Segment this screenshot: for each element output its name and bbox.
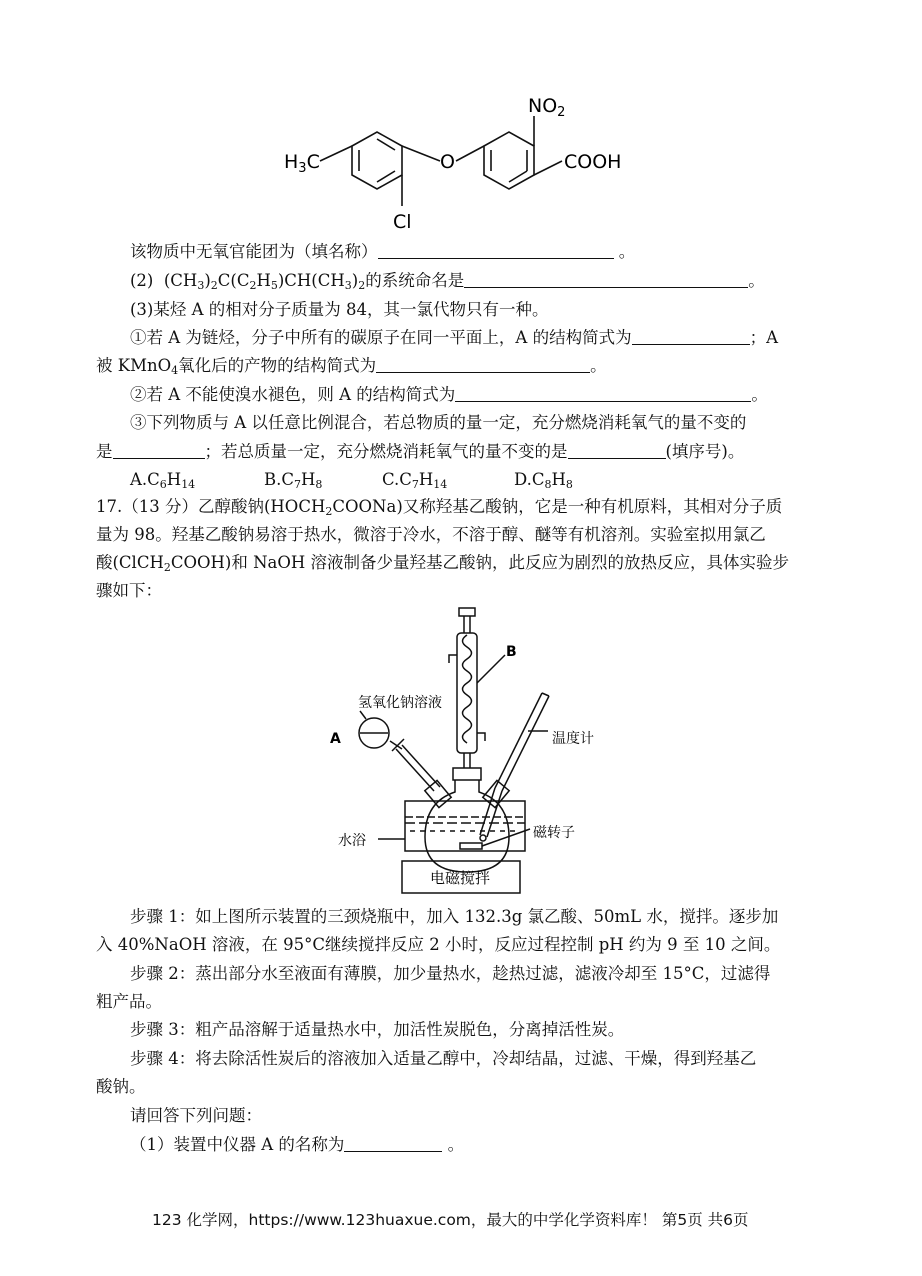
sub-question-1: （1）装置中仪器 A 的名称为 。	[130, 1135, 465, 1154]
option-b: $B.C_7H_8$	[264, 470, 323, 491]
option-c: $C.C_7H_{14}$	[382, 470, 448, 491]
q17-intro-3: 酸(ClCH$_2$COOH)和 NaOH 溶液制备少量羟基乙酸钠，此反应为剧烈的放热反应，具体实验步	[96, 553, 790, 574]
q16-part3-1: ①若 A 为链烃，分子中所有的碳原子在同一平面上，A 的结构简式为 ；A	[130, 328, 778, 347]
answer-blank	[378, 242, 614, 259]
step-2-line-2: 粗产品。	[96, 992, 162, 1011]
option-a: $A.C_6H_{14}$	[130, 470, 196, 491]
answer-blank	[113, 442, 205, 459]
cooh-label: COOH	[564, 151, 622, 173]
label-a: A	[330, 731, 341, 747]
answer-blank	[344, 1135, 442, 1152]
apparatus-diagram	[330, 603, 620, 903]
p2-formula: $(CH_3)_2C(C_2H_5)CH(CH_3)_2$	[163, 271, 366, 292]
step-3: 步骤 3：粗产品溶解于适量热水中，加活性炭脱色，分离掉活性炭。	[130, 1020, 625, 1039]
cl-label: Cl	[393, 211, 412, 233]
answer-blank	[464, 271, 748, 288]
oxygen-label: O	[440, 151, 455, 173]
label-stir-bar: 磁转子	[533, 825, 575, 841]
q17-intro-4: 骤如下：	[96, 581, 162, 600]
q16-part3-1-cont: 被 KMnO$_4$氧化后的产物的结构简式为 。	[96, 356, 607, 377]
label-water-bath: 水浴	[338, 833, 366, 849]
q17-intro-2: 量为 98。羟基乙酸钠易溶于热水，微溶于冷水，不溶于醇、醚等有机溶剂。实验室拟用氯乙	[96, 525, 766, 544]
answer-blank	[376, 356, 590, 373]
q16-part2: (2) $(CH_3)_2C(C_2H_5)CH(CH_3)_2$的系统命名是 。	[130, 271, 765, 292]
answer-blank	[632, 328, 750, 345]
label-thermometer: 温度计	[552, 731, 594, 747]
q16-part3: (3)某烃 A 的相对分子质量为 84，其一氯代物只有一种。	[130, 300, 549, 319]
page-footer: 123 化学网，https://www.123huaxue.com，最大的中学化学资料库！ 第5页 共6页	[152, 1211, 749, 1229]
label-magnetic-stirrer: 电磁搅拌	[430, 869, 491, 887]
no2-label: $NO_2$	[528, 95, 566, 120]
q16-part3-2: ②若 A 不能使溴水褪色，则 A 的结构简式为 。	[130, 385, 768, 404]
step-1-line-1: 步骤 1：如上图所示装置的三颈烧瓶中，加入 132.3g 氯乙酸、50mL 水，搅拌。逐步加	[130, 907, 779, 926]
step-4-line-2: 酸钠。	[96, 1077, 146, 1096]
step-2-line-1: 步骤 2：蒸出部分水至液面有薄膜，加少量热水，趁热过滤，滤液冷却至 15°C，过滤得	[130, 964, 771, 983]
h3c-label: $H_3C$	[284, 151, 320, 176]
q16-part3-3: ③下列物质与 A 以任意比例混合，若总物质的量一定，充分燃烧消耗氧气的量不变的	[130, 413, 747, 432]
label-naoh-solution: 氢氧化钠溶液	[358, 695, 442, 711]
label-b: B	[506, 644, 517, 660]
ask-line: 请回答下列问题：	[130, 1106, 262, 1125]
answer-blank	[455, 385, 751, 402]
option-d: $D.C_8H_8$	[514, 470, 573, 491]
q16-part3-3-cont: 是 ；若总质量一定，充分燃烧消耗氧气的量不变的是 (填序号)。	[96, 442, 745, 461]
step-4-line-1: 步骤 4：将去除活性炭后的溶液加入适量乙醇中，冷却结晶，过滤、干燥，得到羟基乙	[130, 1049, 757, 1068]
q17-intro-1: 17.（13 分）乙醇酸钠$(HOCH_2COONa)$又称羟基乙酸钠，它是一种有机原料，其相对分子质	[96, 497, 783, 518]
answer-blank	[568, 442, 666, 459]
step-1-line-2: 入 40%NaOH 溶液，在 95°C继续搅拌反应 2 小时，反应过程控制 pH 约为 9 至 10 之间。	[96, 935, 781, 954]
functional-group-line: 该物质中无氧官能团为（填名称） 。	[130, 242, 636, 261]
structural-formula	[270, 88, 670, 238]
